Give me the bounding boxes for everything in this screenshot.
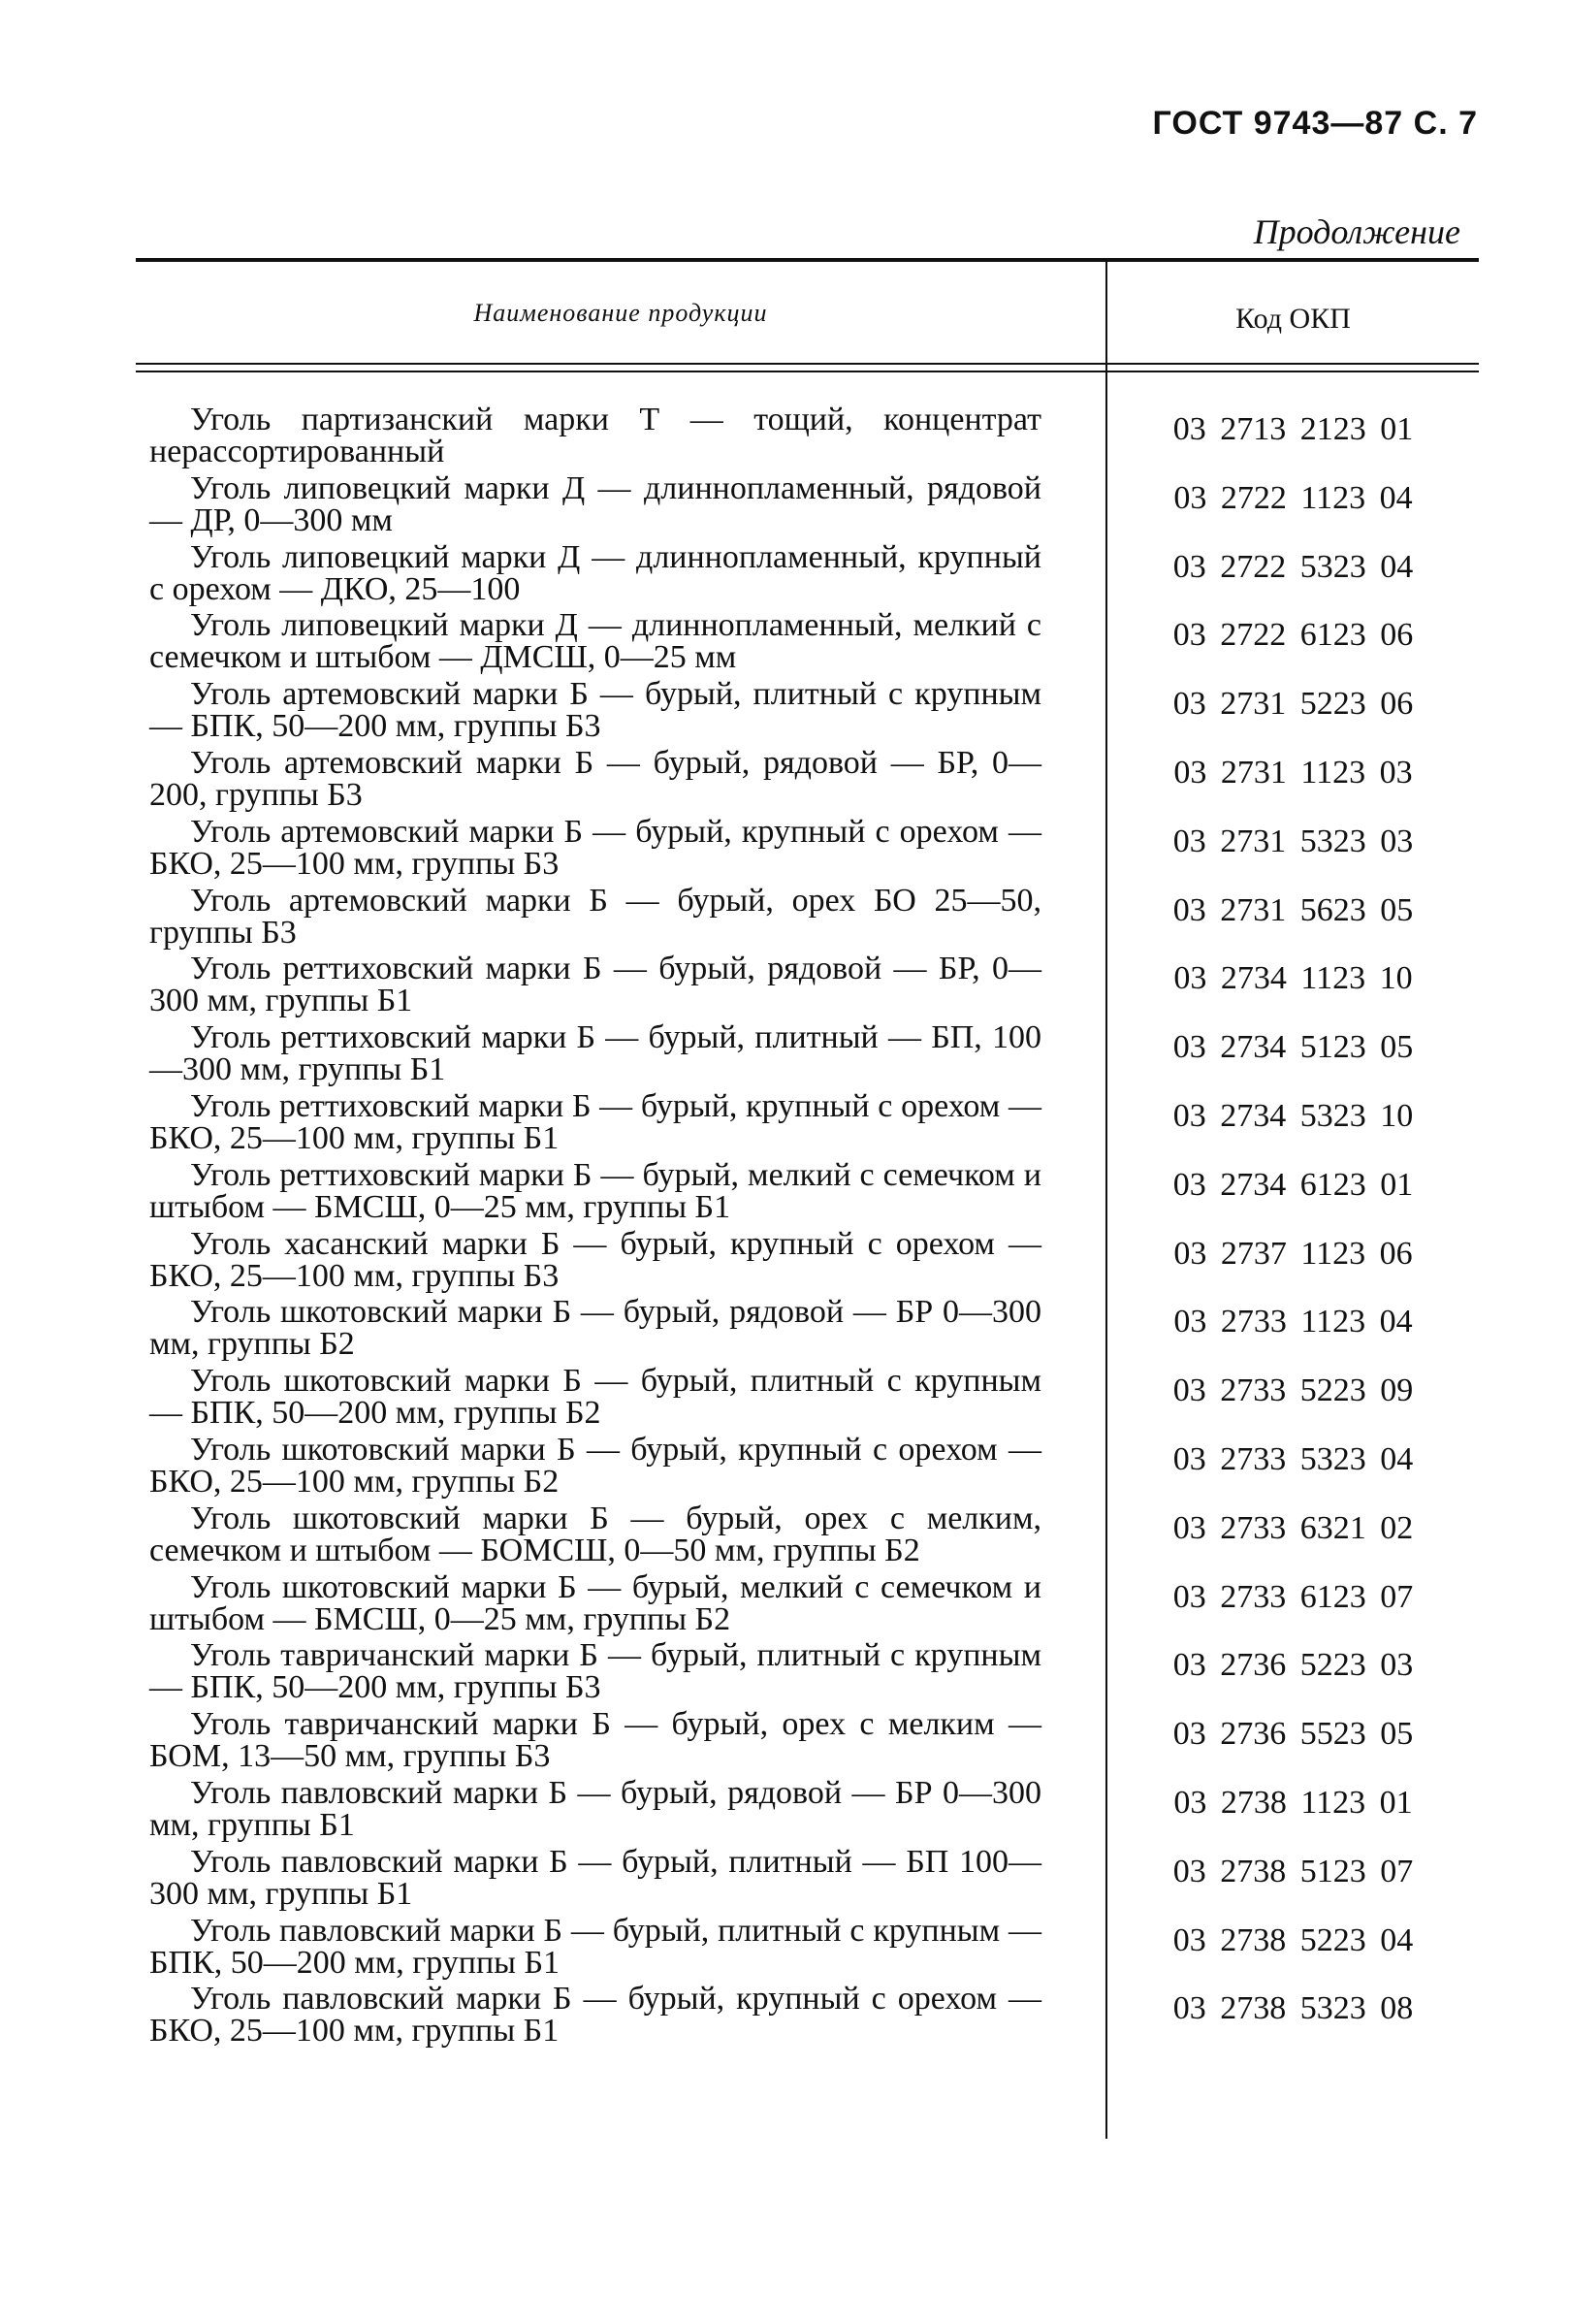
okp-code: 03 2737 1123 06	[1173, 1235, 1413, 1272]
okp-code: 03 2734 5123 05	[1172, 1029, 1414, 1066]
table-row	[136, 1983, 1479, 2051]
okp-code: 03 2713 2123 01	[1172, 411, 1414, 447]
table-row	[136, 1708, 1479, 1777]
okp-code: 03 2738 5223 04	[1172, 1921, 1414, 1958]
okp-code: 03 2731 5623 05	[1172, 891, 1414, 928]
okp-code: 03 2734 5323 10	[1172, 1097, 1414, 1134]
okp-code: 03 2734 6123 01	[1172, 1166, 1414, 1203]
product-name: Уголь партизанский марки Т — тощий, концентрат нерассортированный	[149, 403, 1041, 469]
okp-code: 03 2738 5123 07	[1172, 1853, 1414, 1889]
product-name: Уголь шкотовский марки Б — бурый, мелкий с семечком и штыбом — БМСШ, 0—25 мм, группы Б2	[149, 1570, 1041, 1637]
table-row	[136, 1639, 1479, 1708]
table-row	[136, 885, 1479, 953]
okp-code: 03 2736 5523 05	[1172, 1716, 1414, 1753]
product-name: Уголь артемовский марки Б — бурый, орех БО 25—50, группы Б3	[149, 884, 1041, 951]
okp-code: 03 2722 1123 04	[1173, 479, 1413, 516]
table-row	[136, 1777, 1479, 1846]
table-row	[136, 1434, 1479, 1502]
okp-code: 03 2734 1123 10	[1173, 960, 1413, 997]
table-row	[136, 1296, 1479, 1365]
product-name: Уголь шкотовский марки Б — бурый, рядовой — БР 0—300 мм, группы Б2	[149, 1296, 1041, 1363]
product-name: Уголь артемовский марки Б — бурый, рядовой — БР, 0—200, группы Б3	[149, 746, 1041, 813]
column-header-name: Наименование продукции	[473, 299, 768, 327]
product-name: Уголь павловский марки Б — бурый, крупный с орехом — БКО, 25—100 мм, группы Б1	[149, 1983, 1041, 2050]
header-rule	[136, 363, 1479, 365]
product-name: Уголь реттиховский марки Б — бурый, крупный с орехом — БКО, 25—100 мм, группы Б1	[149, 1089, 1041, 1156]
table-row	[136, 1365, 1479, 1434]
product-name: Уголь павловский марки Б — бурый, плитный — БП 100—300 мм, группы Б1	[149, 1845, 1041, 1912]
okp-code: 03 2738 1123 01	[1173, 1784, 1413, 1821]
table-row	[136, 1159, 1479, 1228]
okp-code: 03 2722 6123 06	[1172, 617, 1414, 654]
product-name: Уголь шкотовский марки Б — бурый, плитный с крупным — БПК, 50—200 мм, группы Б2	[149, 1365, 1041, 1432]
table-row	[136, 472, 1479, 541]
product-name: Уголь артемовский марки Б — бурый, плитный с крупным — БПК, 50—200 мм, группы Б3	[149, 678, 1041, 745]
table-row	[136, 1571, 1479, 1640]
product-name: Уголь шкотовский марки Б — бурый, орех с мелким, семечком и штыбом — БОМСШ, 0—50 мм, группы Б2	[149, 1501, 1041, 1568]
table-body	[136, 403, 1479, 2051]
column-header-code: Код ОКП	[1235, 303, 1351, 335]
table-row	[136, 1846, 1479, 1915]
table-top-rule	[136, 258, 1479, 262]
product-name: Уголь шкотовский марки Б — бурый, крупный с орехом — БКО, 25—100 мм, группы Б2	[149, 1433, 1041, 1500]
product-name: Уголь павловский марки Б — бурый, рядовой — БР 0—300 мм, группы Б1	[149, 1776, 1041, 1843]
table-row	[136, 1502, 1479, 1571]
okp-code: 03 2733 6123 07	[1172, 1578, 1414, 1615]
product-name: Уголь реттиховский марки Б — бурый, плитный — БП, 100—300 мм, группы Б1	[149, 1021, 1041, 1088]
continuation-label: Продолжение	[1253, 212, 1460, 251]
table-row	[136, 816, 1479, 885]
okp-code: 03 2731 5223 06	[1172, 686, 1414, 723]
product-name: Уголь тавричанский марки Б — бурый, плитный с крупным — БПК, 50—200 мм, группы Б3	[149, 1639, 1041, 1706]
product-name: Уголь тавричанский марки Б — бурый, орех с мелким — БОМ, 13—50 мм, группы Б3	[149, 1708, 1041, 1775]
product-name: Уголь артемовский марки Б — бурый, крупный с орехом — БКО, 25—100 мм, группы Б3	[149, 815, 1041, 882]
header-rule-double	[136, 371, 1479, 372]
okp-code: 03 2731 1123 03	[1173, 754, 1413, 791]
product-name: Уголь хасанский марки Б — бурый, крупный с орехом — БКО, 25—100 мм, группы Б3	[149, 1227, 1041, 1294]
table-row	[136, 1228, 1479, 1297]
table-row	[136, 403, 1479, 472]
table-row	[136, 678, 1479, 747]
okp-code: 03 2738 5323 08	[1172, 1990, 1414, 2027]
product-name: Уголь липовецкий марки Д — длиннопламенный, мелкий с семечком и штыбом — ДМСШ, 0—25 мм	[149, 609, 1041, 676]
okp-code: 03 2733 5323 04	[1172, 1440, 1414, 1477]
okp-code: 03 2722 5323 04	[1172, 548, 1414, 585]
table-row	[136, 1090, 1479, 1159]
product-name: Уголь липовецкий марки Д — длиннопламенный, крупный с орехом — ДКО, 25—100	[149, 540, 1041, 607]
okp-code: 03 2733 1123 04	[1173, 1304, 1413, 1340]
product-name: Уголь павловский марки Б — бурый, плитный с крупным — БПК, 50—200 мм, группы Б1	[149, 1914, 1041, 1981]
okp-code: 03 2731 5323 03	[1172, 823, 1414, 859]
table-row	[136, 609, 1479, 678]
table-row	[136, 541, 1479, 610]
okp-code: 03 2733 6321 02	[1172, 1509, 1414, 1546]
okp-code: 03 2736 5223 03	[1172, 1647, 1414, 1684]
page-header: ГОСТ 9743—87 С. 7	[1152, 105, 1478, 142]
product-name: Уголь реттиховский марки Б — бурый, рядовой — БР, 0—300 мм, группы Б1	[149, 952, 1041, 1019]
table-row	[136, 747, 1479, 816]
product-name: Уголь реттиховский марки Б — бурый, мелкий с семечком и штыбом — БМСШ, 0—25 мм, группы Б1	[149, 1158, 1041, 1225]
table-row	[136, 952, 1479, 1021]
table-row	[136, 1021, 1479, 1090]
okp-code: 03 2733 5223 09	[1172, 1372, 1414, 1409]
table-row	[136, 1915, 1479, 1984]
product-name: Уголь липовецкий марки Д — длиннопламенный, рядовой — ДР, 0—300 мм	[149, 471, 1041, 538]
